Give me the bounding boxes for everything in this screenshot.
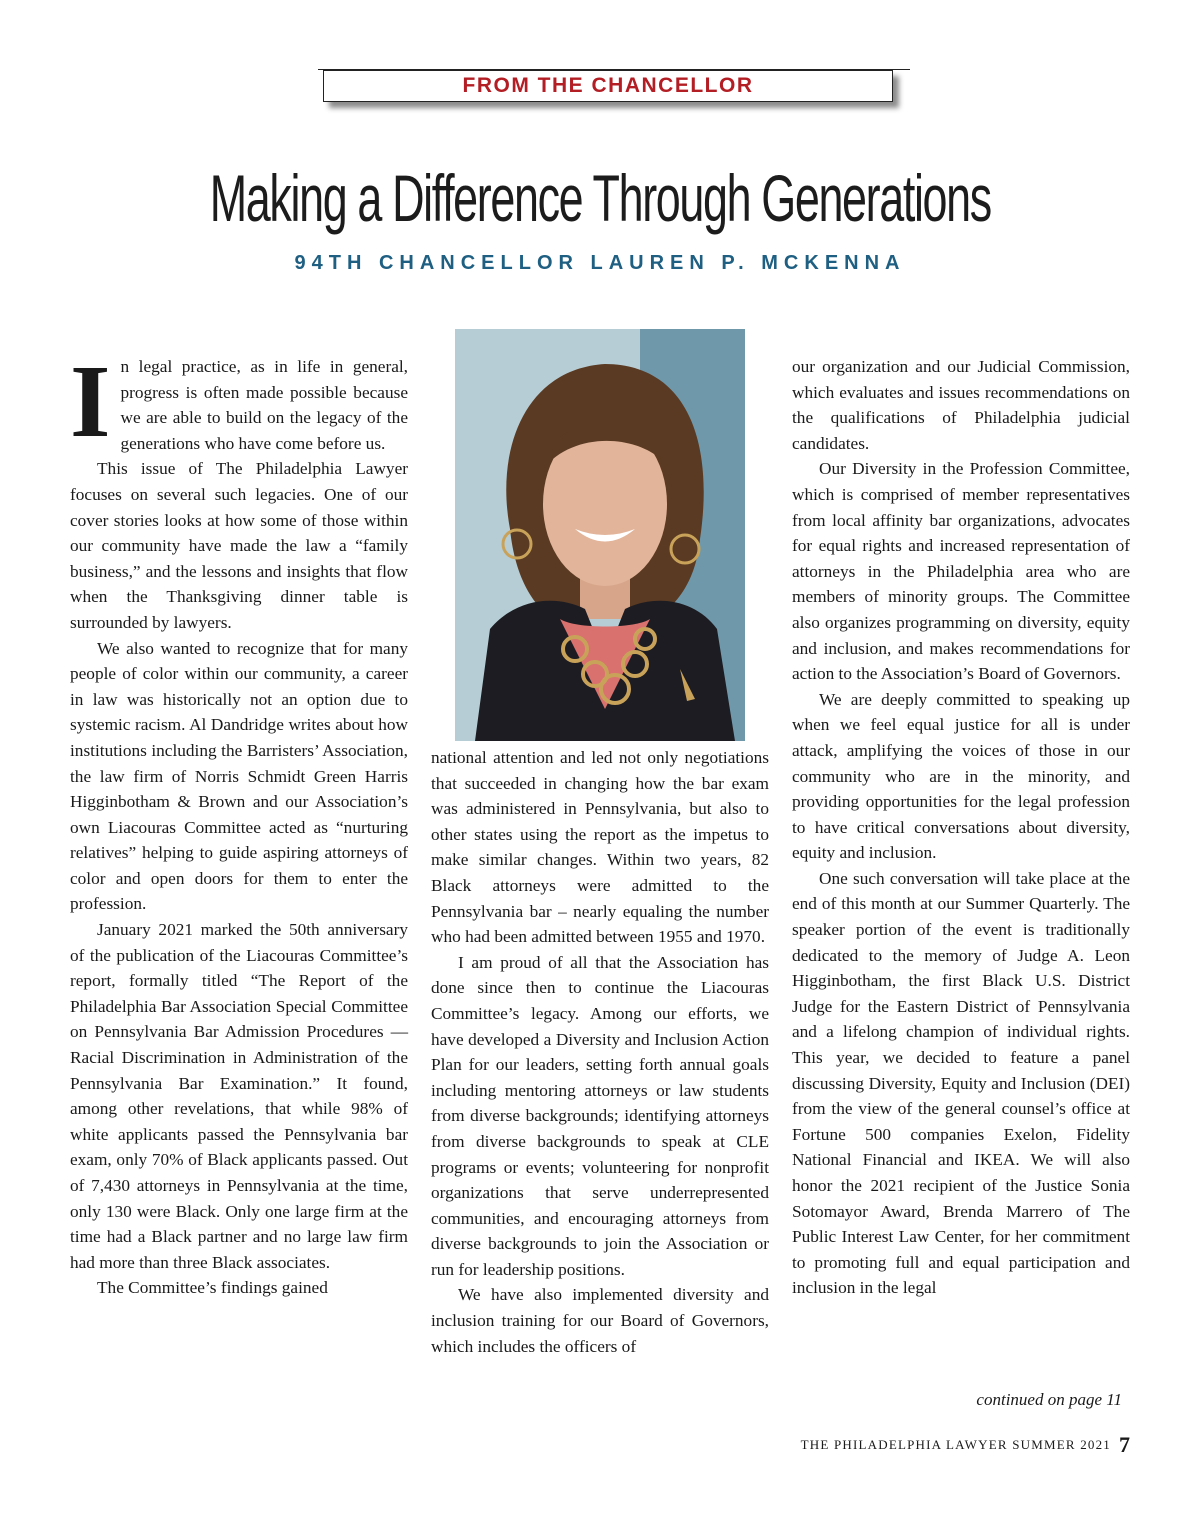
paragraph: The Committee’s findings gained — [97, 1278, 328, 1298]
paragraph: We have also implemented diversity and inclusion training for our Board of Governors, which includes the officers of — [431, 1285, 769, 1356]
section-kicker-label: FROM THE CHANCELLOR — [462, 74, 754, 97]
paragraph: This issue of The Philadelphia Lawyer focuses on several such legacies. One of our cover stories looks at how some of those within our community have made the law a “family business,” and the lessons and insights that flow when the Thanksgiving dinner table is surrounded by lawyers. — [70, 459, 408, 632]
chancellor-portrait-photo — [455, 329, 745, 741]
paragraph: national attention and led not only negotiations that succeeded in changing how the bar exam was administered in Pennsylvania, but also to other states using the report as the impetus to make similar changes. Within two years, 82 Black attorneys were admitted to the Pennsylvania bar – nearly equaling the number who had been admitted between 1955 and 1970. — [431, 748, 769, 947]
paragraph: Our Diversity in the Profession Committee, which is comprised of member representatives from local affinity bar organizations, advocates for equal rights and increased representation of attorneys in the Philadelphia area who are members of minority groups. The Committee also organizes programming on diversity, equity and inclusion, and makes recommendations for action to the Association’s Board of Governors. — [792, 459, 1130, 684]
article-headline — [0, 152, 1200, 244]
article-column-1 — [70, 344, 408, 1301]
paragraph: We also wanted to recognize that for many people of color within our community, a career in law was historically not an option due to systemic racism. Al Dandridge writes about how institutions including the Barristers’ Association, the law firm of Norris Schmidt Green Harris Higginbotham & Brown and our Association’s own Liacouras Committee acted as “nurturing relatives” helping to guide aspiring attorneys of color and open doors for them to enter the profession. — [70, 638, 408, 914]
article-byline: 94TH CHANCELLOR LAUREN P. MCKENNA — [294, 252, 906, 274]
paragraph: January 2021 marked the 50th anniversary of the publication of the Liacouras Committee’s report, formally titled “The Report of the Philadelphia Bar Association Special Committee on Pennsylvania Bar Admission Procedures — Racial Discrimination in Administration of the Pennsylvania Bar Examination.” It found, among other revelations, that while 98% of white applicants passed the Pennsylvania bar exam, only 70% of Black applicants passed. Out of 7,430 attorneys in Pennsylvania at the time, only 130 were Black. Only one large firm at the time had a Black partner and no large law firm had more than three Black associates. — [70, 920, 408, 1272]
portrait-illustration — [455, 329, 745, 741]
continued-note: continued on page 11 — [976, 1390, 1122, 1409]
paragraph: I am proud of all that the Association has done since then to continue the Liacouras Committee’s legacy. Among our efforts, we have developed a Diversity and Inclusion Action Plan for our leaders, setting forth annual goals including mentoring attorneys or law students from diverse backgrounds; identifying attorneys from diverse backgrounds to speak at CLE programs or events; volunteering for nonprofit organizations that serve underrepresented communities, and encouraging attorneys from diverse backgrounds to join the Association or run for leadership positions. — [431, 952, 769, 1279]
publication-name: THE PHILADELPHIA LAWYER SUMMER 2021 — [800, 1437, 1111, 1452]
article-column-3 — [792, 354, 1130, 1301]
article-column-2 — [431, 745, 769, 1359]
paragraph: n legal practice, as in life in general, progress is often made possible because we are able to build on the legacy of the generations who have come before us. — [120, 357, 408, 453]
section-kicker-box — [323, 70, 893, 102]
page-footer — [700, 1432, 1130, 1458]
headline-text: Making a Difference Through Generations — [209, 161, 991, 235]
drop-cap: I — [70, 344, 111, 459]
page-number: 7 — [1119, 1432, 1130, 1457]
paragraph: our organization and our Judicial Commission, which evaluates and issues recommendations on the qualifications of Philadelphia judicial candidates. — [792, 357, 1130, 453]
paragraph: One such conversation will take place at the end of this month at our Summer Quarterly. The speaker portion of the event is traditionally dedicated to the memory of Judge A. Leon Higginbotham, the first Black U.S. District Judge for the Eastern District of Pennsylvania and a lifelong champion of individual rights. This year, we decided to feature a panel discussing Diversity, Equity and Inclusion (DEI) from the view of the general counsel’s office at Fortune 500 companies Exelon, Fidelity National Financial and IKEA. We will also honor the 2021 recipient of the Justice Sonia Sotomayor Award, Brenda Marrero of The Public Interest Law Center, for her commitment to promoting full and equal participation and inclusion in the legal — [792, 868, 1130, 1298]
paragraph: We are deeply committed to speaking up when we feel equal justice for all is under attack, amplifying the voices of those in our community who are in the minority, and providing opportunities for the legal profession to have critical conversations about diversity, equity and inclusion. — [792, 689, 1130, 863]
